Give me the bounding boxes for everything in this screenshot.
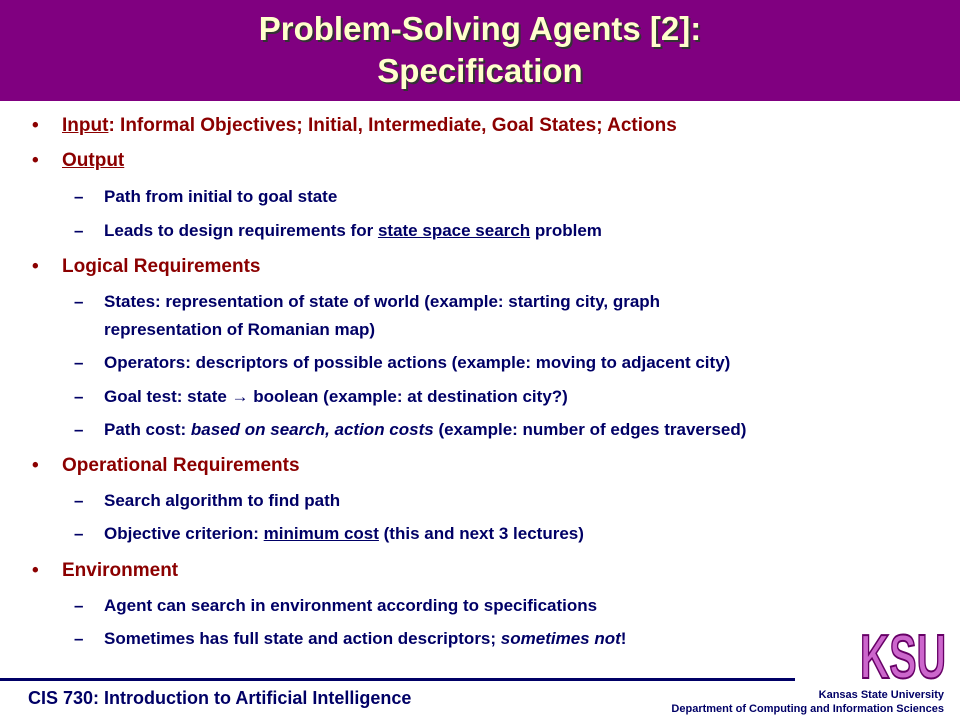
- logical-sub-1-line2: representation of Romanian map): [104, 320, 376, 339]
- dash-marker: –: [74, 524, 84, 543]
- slide-title-line2: Specification: [377, 52, 583, 89]
- logical-sub-2-text: Operators: descriptors of possible actions (example: moving to adjacent city): [104, 353, 731, 372]
- environment-sub-2-post: !: [620, 629, 627, 648]
- bullet-dot: •: [32, 256, 39, 277]
- dash-marker: –: [74, 187, 84, 206]
- environment-sub-2-italic: sometimes not: [500, 629, 621, 648]
- dash-marker: –: [74, 292, 84, 311]
- logical-label: Logical Requirements: [62, 256, 261, 277]
- logical-sub-4-post: (example: number of edges traversed): [433, 420, 747, 439]
- course-title: CIS 730: Introduction to Artificial Intelligence: [28, 688, 412, 708]
- dash-marker: –: [74, 387, 84, 406]
- logical-sub-3-pre: Goal test: state: [104, 387, 232, 406]
- logo-text: KSU: [860, 623, 946, 686]
- environment-sub-2-pre: Sometimes has full state and action descriptors;: [104, 629, 501, 648]
- logical-sub-4-pre: Path cost:: [104, 420, 191, 439]
- output-sub-1-text: Path from initial to goal state: [104, 187, 338, 206]
- operational-label: Operational Requirements: [62, 455, 300, 476]
- ksu-logo: [858, 620, 948, 686]
- bullet-dot: •: [32, 150, 39, 171]
- bullet-dot: •: [32, 115, 39, 136]
- operational-sub-2-pre: Objective criterion:: [104, 524, 264, 543]
- slide-title-line1: Problem-Solving Agents [2]:: [258, 10, 702, 47]
- output-label: Output: [62, 150, 125, 171]
- dash-marker: –: [74, 629, 84, 648]
- environment-sub-1-text: Agent can search in environment according to specifications: [104, 596, 598, 615]
- bullet-dot: •: [32, 455, 39, 476]
- university-block: [671, 688, 944, 716]
- bullet-dot: •: [32, 560, 39, 581]
- input-text: : Informal Objectives; Initial, Intermediate, Goal States; Actions: [108, 115, 677, 136]
- operational-sub-1-text: Search algorithm to find path: [104, 491, 341, 510]
- minimum-cost-link: minimum cost: [263, 524, 379, 543]
- dash-marker: –: [74, 221, 84, 240]
- dash-marker: –: [74, 491, 84, 510]
- dash-marker: –: [74, 596, 84, 615]
- arrow-icon: →: [231, 387, 249, 406]
- dash-marker: –: [74, 353, 84, 372]
- environment-label: Environment: [62, 560, 179, 581]
- department-name: Department of Computing and Information Sciences: [671, 703, 944, 715]
- logical-sub-3-post: boolean (example: at destination city?): [248, 387, 568, 406]
- output-sub-2-pre: Leads to design requirements for: [104, 221, 378, 240]
- university-name: Kansas State University: [818, 689, 944, 701]
- logical-sub-4-italic: based on search, action costs: [190, 420, 434, 439]
- dash-marker: –: [74, 420, 84, 439]
- operational-sub-2-post: (this and next 3 lectures): [378, 524, 584, 543]
- footer-divider: [0, 678, 795, 681]
- input-label: Input: [62, 115, 109, 136]
- logical-sub-1-line1: States: representation of state of world (example: starting city, graph: [104, 292, 661, 311]
- output-sub-2-post: problem: [530, 221, 602, 240]
- state-space-search-link: state space search: [377, 221, 531, 240]
